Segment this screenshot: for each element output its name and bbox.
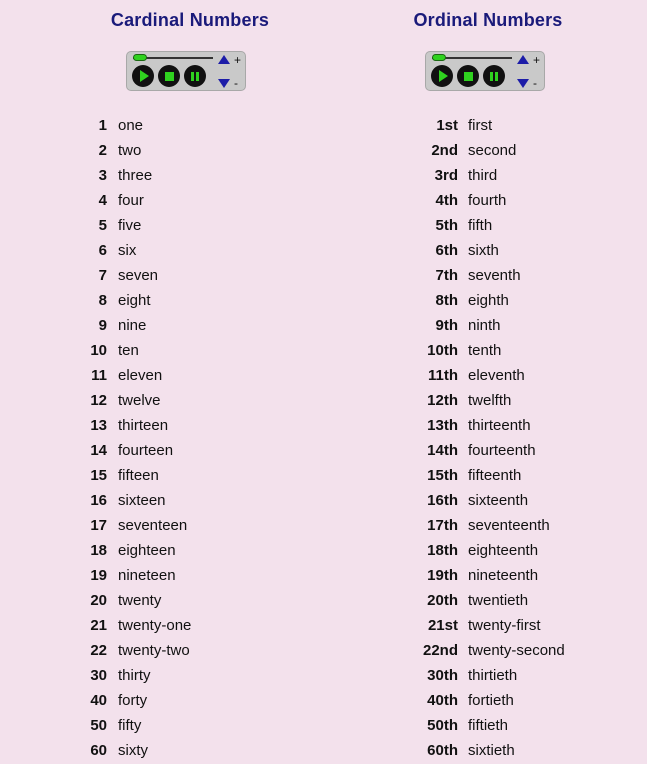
number-value: 22nd <box>422 642 458 659</box>
list-item <box>358 188 618 213</box>
list-item <box>60 413 320 438</box>
number-word: thirteen <box>118 417 169 434</box>
cardinal-list <box>60 113 320 763</box>
volume-plus-label: + <box>234 53 242 67</box>
number-word: tenth <box>468 342 502 359</box>
list-item <box>358 313 618 338</box>
list-item <box>358 138 618 163</box>
number-word: eighteenth <box>468 542 539 559</box>
pause-icon <box>490 72 498 81</box>
list-item <box>60 388 320 413</box>
number-word: five <box>118 217 142 234</box>
list-item <box>60 463 320 488</box>
number-word: seven <box>118 267 159 284</box>
list-item <box>358 588 618 613</box>
list-item <box>358 388 618 413</box>
number-value: 19 <box>90 567 107 584</box>
list-item <box>358 613 618 638</box>
number-word: sixteen <box>118 492 166 509</box>
number-word: fifty <box>118 717 142 734</box>
volume-up-icon[interactable] <box>517 55 529 64</box>
number-word: one <box>118 117 144 134</box>
list-item <box>358 738 618 763</box>
number-word: ten <box>118 342 139 359</box>
list-item <box>358 563 618 588</box>
number-value: 4th <box>435 192 458 209</box>
number-value: 21st <box>427 617 458 634</box>
list-item <box>60 738 320 763</box>
list-item <box>358 688 618 713</box>
number-word: nine <box>118 317 147 334</box>
ordinal-pause-button[interactable] <box>483 65 505 87</box>
number-value: 18th <box>427 542 458 559</box>
number-value: 14 <box>90 442 107 459</box>
number-value: 19th <box>427 567 458 584</box>
number-word: twenty-two <box>118 642 190 659</box>
number-value: 4 <box>98 192 107 209</box>
list-item <box>60 238 320 263</box>
ordinal-audio-player <box>425 51 545 91</box>
list-item <box>358 713 618 738</box>
list-item <box>358 538 618 563</box>
number-word: sixty <box>118 742 148 759</box>
list-item <box>358 463 618 488</box>
number-word: twenty-first <box>468 617 541 634</box>
number-word: thirtieth <box>468 667 518 684</box>
number-word: fourth <box>468 192 507 209</box>
number-value: 9th <box>435 317 458 334</box>
number-word: two <box>118 142 142 159</box>
number-word: fourteenth <box>468 442 536 459</box>
number-value: 12th <box>427 392 458 409</box>
number-value: 8th <box>435 292 458 309</box>
number-word: twenty <box>118 592 162 609</box>
play-icon <box>140 70 149 82</box>
number-word: eleven <box>118 367 163 384</box>
list-item <box>358 288 618 313</box>
number-word: fortieth <box>468 692 514 709</box>
volume-plus-label: + <box>533 53 541 67</box>
list-item <box>60 713 320 738</box>
number-word: ninth <box>468 317 501 334</box>
cardinal-title: Cardinal Numbers <box>110 10 270 30</box>
ordinal-title: Ordinal Numbers <box>413 10 563 30</box>
number-word: first <box>468 117 493 134</box>
number-word: fifteen <box>118 467 159 484</box>
ordinal-stop-button[interactable] <box>457 65 479 87</box>
volume-down-icon[interactable] <box>218 79 230 88</box>
list-item <box>60 288 320 313</box>
play-icon <box>439 70 448 82</box>
number-value: 2nd <box>431 142 458 159</box>
number-value: 20th <box>427 592 458 609</box>
number-value: 5th <box>435 217 458 234</box>
number-value: 13 <box>90 417 107 434</box>
cardinal-seek-thumb[interactable] <box>133 54 147 61</box>
pause-icon <box>191 72 199 81</box>
number-value: 11 <box>91 367 107 384</box>
list-item <box>358 238 618 263</box>
number-value: 30 <box>90 667 107 684</box>
list-item <box>358 113 618 138</box>
number-word: forty <box>118 692 148 709</box>
number-word: second <box>468 142 517 159</box>
ordinal-seek-track[interactable] <box>432 57 512 59</box>
number-value: 3rd <box>434 167 458 184</box>
number-word: twenty-one <box>118 617 192 634</box>
number-value: 7 <box>98 267 107 284</box>
number-word: thirty <box>118 667 151 684</box>
list-item <box>60 688 320 713</box>
number-word: fifth <box>468 217 493 234</box>
list-item <box>358 488 618 513</box>
list-item <box>60 638 320 663</box>
number-value: 17 <box>90 517 107 534</box>
list-item <box>358 338 618 363</box>
number-word: seventh <box>468 267 521 284</box>
volume-minus-label: - <box>234 76 238 90</box>
number-value: 12 <box>90 392 107 409</box>
number-word: fiftieth <box>468 717 509 734</box>
number-value: 60th <box>427 742 458 759</box>
number-value: 17th <box>427 517 458 534</box>
number-value: 3 <box>98 167 107 184</box>
list-item <box>60 488 320 513</box>
number-value: 5 <box>98 217 107 234</box>
number-word: twentieth <box>468 592 529 609</box>
stop-icon <box>464 72 473 81</box>
number-value: 8 <box>98 292 107 309</box>
number-word: eighth <box>468 292 509 309</box>
list-item <box>60 138 320 163</box>
number-word: nineteen <box>118 567 176 584</box>
ordinal-seek-thumb[interactable] <box>432 54 446 61</box>
volume-up-icon[interactable] <box>218 55 230 64</box>
volume-minus-label: - <box>533 76 537 90</box>
number-word: fourteen <box>118 442 174 459</box>
list-item <box>358 213 618 238</box>
number-word: four <box>118 192 144 209</box>
number-value: 9 <box>98 317 107 334</box>
number-value: 10 <box>90 342 107 359</box>
number-value: 6th <box>435 242 458 259</box>
number-word: eighteen <box>118 542 176 559</box>
number-value: 16th <box>427 492 458 509</box>
list-item <box>60 263 320 288</box>
stop-icon <box>165 72 174 81</box>
number-value: 14th <box>427 442 458 459</box>
number-value: 11th <box>427 367 458 384</box>
number-value: 6 <box>98 242 107 259</box>
list-item <box>358 263 618 288</box>
list-item <box>60 188 320 213</box>
number-value: 7th <box>435 267 458 284</box>
number-value: 40th <box>427 692 458 709</box>
number-word: fifteenth <box>468 467 522 484</box>
number-value: 15 <box>90 467 107 484</box>
list-item <box>60 338 320 363</box>
list-item <box>60 563 320 588</box>
number-value: 22 <box>90 642 107 659</box>
number-value: 20 <box>90 592 107 609</box>
list-item <box>60 663 320 688</box>
number-value: 1st <box>436 117 458 134</box>
list-item <box>60 513 320 538</box>
ordinal-list <box>358 113 618 763</box>
list-item <box>60 363 320 388</box>
list-item <box>60 163 320 188</box>
list-item <box>60 588 320 613</box>
number-word: six <box>118 242 137 259</box>
number-word: seventeen <box>118 517 188 534</box>
number-value: 21 <box>90 617 107 634</box>
list-item <box>60 538 320 563</box>
number-value: 60 <box>90 742 107 759</box>
list-item <box>358 363 618 388</box>
cardinal-seek-track[interactable] <box>133 57 213 59</box>
list-item <box>60 113 320 138</box>
list-item <box>358 413 618 438</box>
list-item <box>358 163 618 188</box>
list-item <box>60 438 320 463</box>
number-value: 18 <box>90 542 107 559</box>
number-word: eight <box>118 292 151 309</box>
number-value: 15th <box>427 467 458 484</box>
number-value: 13th <box>427 417 458 434</box>
number-value: 1 <box>98 117 107 134</box>
number-word: twenty-second <box>468 642 565 659</box>
number-word: three <box>118 167 153 184</box>
number-word: twelfth <box>468 392 512 409</box>
cardinal-play-button[interactable] <box>132 65 154 87</box>
number-value: 50th <box>427 717 458 734</box>
number-word: third <box>468 167 498 184</box>
number-word: sixtieth <box>468 742 515 759</box>
list-item <box>358 513 618 538</box>
number-word: twelve <box>118 392 161 409</box>
list-item <box>358 663 618 688</box>
number-value: 30th <box>427 667 458 684</box>
number-value: 16 <box>90 492 107 509</box>
cardinal-pause-button[interactable] <box>184 65 206 87</box>
number-word: eleventh <box>468 367 525 384</box>
cardinal-audio-player <box>126 51 246 91</box>
cardinal-stop-button[interactable] <box>158 65 180 87</box>
number-value: 50 <box>90 717 107 734</box>
number-word: sixth <box>468 242 499 259</box>
number-value: 10th <box>427 342 458 359</box>
list-item <box>358 438 618 463</box>
number-word: sixteenth <box>468 492 529 509</box>
list-item <box>60 613 320 638</box>
number-value: 2 <box>98 142 107 159</box>
ordinal-play-button[interactable] <box>431 65 453 87</box>
number-word: seventeenth <box>468 517 550 534</box>
list-item <box>358 638 618 663</box>
number-value: 40 <box>90 692 107 709</box>
number-word: nineteenth <box>468 567 539 584</box>
number-word: thirteenth <box>468 417 531 434</box>
volume-down-icon[interactable] <box>517 79 529 88</box>
list-item <box>60 313 320 338</box>
list-item <box>60 213 320 238</box>
